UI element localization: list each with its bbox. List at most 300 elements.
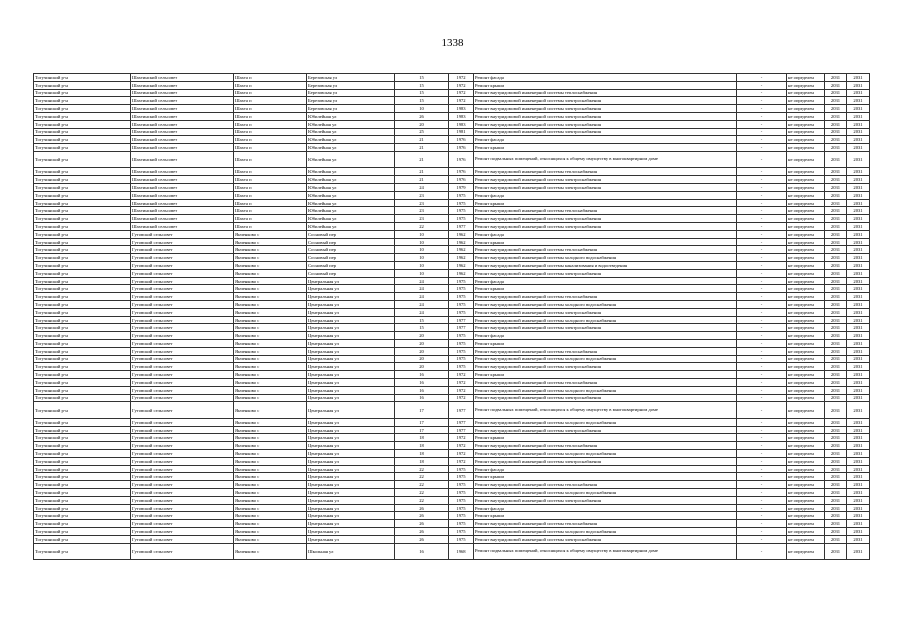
cell-street: Центральная ул [307,473,395,481]
cell-settlement: Янченково с [234,363,307,371]
cell-year-to: 2031 [847,105,870,113]
cell-settlement: Янченково с [234,269,307,277]
cell-council: Гутовский сельсовет [131,262,234,270]
cell-status: не определен [787,136,825,144]
cell-work-type: Ремонт фасада [474,191,737,199]
cell-dash: - [737,543,787,560]
cell-year-to: 2031 [847,528,870,536]
cell-status: не определен [787,223,825,231]
cell-dash: - [737,262,787,270]
cell-work-type: Ремонт фасада [474,277,737,285]
table-row [34,97,870,105]
cell-work-type: Ремонт внутридомовой инженерной системы электроснабжения [474,223,737,231]
cell-status: не определен [787,473,825,481]
cell-year-from: 2031 [825,418,847,426]
cell-work-type: Ремонт крыши [474,199,737,207]
cell-street: Центральная ул [307,316,395,324]
cell-year-to: 2031 [847,355,870,363]
cell-year-to: 2031 [847,199,870,207]
cell-work-type: Ремонт внутридомовой инженерной системы теплоснабжения [474,207,737,215]
cell-status: не определен [787,262,825,270]
cell-street: Сосновый пер [307,238,395,246]
cell-year-to: 2031 [847,434,870,442]
cell-work-type: Ремонт внутридомовой инженерной системы теплоснабжения [474,246,737,254]
cell-year-to: 2031 [847,176,870,184]
cell-district: Тогучинский р-н [34,496,131,504]
cell-settlement: Янченково с [234,230,307,238]
cell-year-to: 2031 [847,81,870,89]
table-row [34,176,870,184]
cell-district: Тогучинский р-н [34,363,131,371]
cell-status: не определен [787,128,825,136]
table-row [34,246,870,254]
cell-house: 23 [395,207,449,215]
cell-year: 1983 [449,112,474,120]
cell-dash: - [737,355,787,363]
cell-district: Тогучинский р-н [34,168,131,176]
cell-year-to: 2031 [847,473,870,481]
cell-year: 1975 [449,489,474,497]
cell-council: Гутовский сельсовет [131,347,234,355]
cell-year-from: 2031 [825,504,847,512]
cell-house: 20 [395,355,449,363]
cell-year-from: 2031 [825,535,847,543]
cell-year-from: 2031 [825,543,847,560]
cell-district: Тогучинский р-н [34,191,131,199]
cell-district: Тогучинский р-н [34,285,131,293]
cell-work-type: Ремонт внутридомовой инженерной системы теплоснабжения [474,347,737,355]
cell-work-type: Ремонт внутридомовой инженерной системы теплоснабжения [474,378,737,386]
cell-street: Юбилейная ул [307,112,395,120]
cell-dash: - [737,215,787,223]
cell-settlement: Янченково с [234,254,307,262]
cell-year-to: 2031 [847,457,870,465]
cell-district: Тогучинский р-н [34,223,131,231]
cell-street: Центральная ул [307,340,395,348]
cell-district: Тогучинский р-н [34,128,131,136]
cell-status: не определен [787,378,825,386]
cell-dash: - [737,481,787,489]
cell-house: 22 [395,489,449,497]
table-row [34,450,870,458]
table-row [34,316,870,324]
cell-council: Гутовский сельсовет [131,535,234,543]
cell-year: 1975 [449,473,474,481]
cell-year: 1962 [449,269,474,277]
cell-street: Центральная ул [307,496,395,504]
cell-year: 1972 [449,371,474,379]
cell-year: 1977 [449,316,474,324]
cell-council: Шахтинский сельсовет [131,184,234,192]
cell-settlement: Янченково с [234,535,307,543]
cell-year-from: 2031 [825,355,847,363]
capital-repair-schedule-sheet [33,73,869,560]
cell-work-type: Ремонт крыши [474,81,737,89]
table-row [34,426,870,434]
cell-street: Юбилейная ул [307,184,395,192]
cell-house: 24 [395,293,449,301]
cell-year-from: 2031 [825,223,847,231]
cell-settlement: Шахта п [234,199,307,207]
cell-settlement: Янченково с [234,543,307,560]
cell-year-from: 2031 [825,184,847,192]
cell-year-from: 2031 [825,262,847,270]
table-row [34,277,870,285]
cell-street: Центральная ул [307,293,395,301]
cell-street: Центральная ул [307,378,395,386]
cell-settlement: Шахта п [234,207,307,215]
cell-year-from: 2031 [825,112,847,120]
cell-work-type: Ремонт внутридомовой инженерной системы теплоснабжения [474,442,737,450]
cell-work-type: Ремонт внутридомовой инженерной системы электроснабжения [474,176,737,184]
cell-work-type: Ремонт внутридомовой инженерной системы холодного водоснабжения [474,489,737,497]
cell-district: Тогучинский р-н [34,269,131,277]
cell-house: 16 [395,394,449,402]
table-body [34,74,870,560]
cell-status: не определен [787,386,825,394]
cell-council: Гутовский сельсовет [131,394,234,402]
cell-dash: - [737,426,787,434]
cell-year-from: 2031 [825,496,847,504]
cell-year: 1975 [449,293,474,301]
table-row [34,512,870,520]
cell-settlement: Янченково с [234,426,307,434]
cell-year-from: 2031 [825,128,847,136]
table-row [34,184,870,192]
cell-status: не определен [787,308,825,316]
table-row [34,207,870,215]
table-row [34,332,870,340]
cell-street: Сосновый пер [307,254,395,262]
table-row [34,528,870,536]
cell-district: Тогучинский р-н [34,199,131,207]
cell-year-from: 2031 [825,442,847,450]
cell-street: Сосновый пер [307,230,395,238]
cell-year-to: 2031 [847,128,870,136]
cell-house: 15 [395,324,449,332]
cell-status: не определен [787,230,825,238]
cell-year-from: 2031 [825,293,847,301]
cell-year: 1975 [449,512,474,520]
cell-year: 1975 [449,277,474,285]
cell-work-type: Ремонт фасада [474,230,737,238]
table-row [34,120,870,128]
cell-council: Гутовский сельсовет [131,489,234,497]
cell-house: 20 [395,363,449,371]
cell-year-from: 2031 [825,473,847,481]
cell-council: Шахтинский сельсовет [131,136,234,144]
cell-work-type: Ремонт внутридомовой инженерной системы электроснабжения [474,496,737,504]
cell-council: Гутовский сельсовет [131,418,234,426]
cell-year-to: 2031 [847,97,870,105]
cell-settlement: Шахта п [234,151,307,168]
cell-dash: - [737,473,787,481]
cell-street: Юбилейная ул [307,136,395,144]
cell-year-to: 2031 [847,378,870,386]
cell-dash: - [737,528,787,536]
cell-street: Центральная ул [307,535,395,543]
cell-work-type: Ремонт крыши [474,434,737,442]
cell-street: Юбилейная ул [307,199,395,207]
cell-status: не определен [787,371,825,379]
cell-year-to: 2031 [847,230,870,238]
cell-year-from: 2031 [825,386,847,394]
cell-work-type: Ремонт крыши [474,144,737,152]
cell-year: 1975 [449,363,474,371]
cell-house: 15 [395,89,449,97]
cell-status: не определен [787,191,825,199]
cell-year-from: 2031 [825,465,847,473]
cell-district: Тогучинский р-н [34,481,131,489]
cell-year: 1975 [449,528,474,536]
cell-status: не определен [787,277,825,285]
cell-year-to: 2031 [847,504,870,512]
cell-street: Юбилейная ул [307,128,395,136]
cell-status: не определен [787,293,825,301]
cell-settlement: Янченково с [234,386,307,394]
cell-street: Центральная ул [307,442,395,450]
cell-year-to: 2031 [847,238,870,246]
cell-year: 1972 [449,378,474,386]
cell-year: 1975 [449,481,474,489]
cell-year: 1975 [449,355,474,363]
cell-year: 1972 [449,89,474,97]
cell-work-type: Ремонт внутридомовой инженерной системы теплоснабжения [474,520,737,528]
cell-dash: - [737,496,787,504]
cell-street: Березовская ул [307,74,395,82]
cell-district: Тогучинский р-н [34,254,131,262]
cell-year-from: 2031 [825,97,847,105]
cell-house: 10 [395,262,449,270]
cell-dash: - [737,301,787,309]
cell-year-to: 2031 [847,215,870,223]
cell-settlement: Янченково с [234,457,307,465]
cell-year: 1972 [449,457,474,465]
cell-status: не определен [787,496,825,504]
cell-year-to: 2031 [847,418,870,426]
cell-district: Тогучинский р-н [34,301,131,309]
cell-settlement: Янченково с [234,481,307,489]
cell-year-from: 2031 [825,308,847,316]
cell-council: Гутовский сельсовет [131,301,234,309]
cell-district: Тогучинский р-н [34,293,131,301]
cell-council: Гутовский сельсовет [131,504,234,512]
cell-status: не определен [787,176,825,184]
cell-year: 1975 [449,199,474,207]
cell-district: Тогучинский р-н [34,347,131,355]
cell-house: 10 [395,254,449,262]
cell-year-to: 2031 [847,112,870,120]
cell-house: 10 [395,269,449,277]
cell-house: 26 [395,528,449,536]
cell-year-to: 2031 [847,465,870,473]
table-row [34,402,870,419]
table-row [34,473,870,481]
cell-year: 1975 [449,332,474,340]
cell-dash: - [737,457,787,465]
cell-year-to: 2031 [847,207,870,215]
table-row [34,481,870,489]
cell-status: не определен [787,394,825,402]
cell-district: Тогучинский р-н [34,394,131,402]
cell-house: 10 [395,246,449,254]
table-row [34,535,870,543]
cell-status: не определен [787,535,825,543]
table-row [34,520,870,528]
cell-settlement: Шахта п [234,120,307,128]
cell-district: Тогучинский р-н [34,215,131,223]
cell-work-type: Ремонт внутридомовой инженерной системы холодного водоснабжения [474,418,737,426]
cell-council: Гутовский сельсовет [131,246,234,254]
cell-district: Тогучинский р-н [34,89,131,97]
cell-year-to: 2031 [847,254,870,262]
cell-settlement: Шахта п [234,223,307,231]
cell-year-to: 2031 [847,308,870,316]
cell-work-type: Ремонт внутридомовой инженерной системы теплоснабжения [474,481,737,489]
cell-street: Юбилейная ул [307,223,395,231]
cell-year: 1962 [449,262,474,270]
cell-street: Центральная ул [307,512,395,520]
cell-street: Центральная ул [307,450,395,458]
cell-year-from: 2031 [825,347,847,355]
cell-house: 24 [395,277,449,285]
cell-year: 1972 [449,442,474,450]
table-row [34,340,870,348]
cell-settlement: Янченково с [234,378,307,386]
table-row [34,199,870,207]
cell-status: не определен [787,402,825,419]
cell-district: Тогучинский р-н [34,442,131,450]
cell-year: 1976 [449,144,474,152]
cell-street: Юбилейная ул [307,144,395,152]
cell-settlement: Шахта п [234,74,307,82]
cell-district: Тогучинский р-н [34,316,131,324]
cell-dash: - [737,238,787,246]
cell-dash: - [737,347,787,355]
cell-settlement: Шахта п [234,191,307,199]
cell-dash: - [737,254,787,262]
cell-dash: - [737,324,787,332]
table-row [34,324,870,332]
cell-house: 10 [395,238,449,246]
table-row [34,386,870,394]
table-row [34,191,870,199]
cell-work-type: Ремонт внутридомовой инженерной системы теплоснабжения [474,89,737,97]
cell-year-from: 2031 [825,151,847,168]
cell-status: не определен [787,285,825,293]
cell-work-type: Ремонт внутридомовой инженерной системы электроснабжения [474,215,737,223]
cell-year-to: 2031 [847,520,870,528]
table-row [34,144,870,152]
cell-settlement: Янченково с [234,308,307,316]
cell-district: Тогучинский р-н [34,535,131,543]
cell-status: не определен [787,347,825,355]
cell-house: 16 [395,543,449,560]
cell-house: 21 [395,144,449,152]
cell-council: Шахтинский сельсовет [131,191,234,199]
table-row [34,371,870,379]
cell-year-to: 2031 [847,386,870,394]
cell-dash: - [737,340,787,348]
cell-work-type: Ремонт внутридомовой инженерной системы холодного водоснабжения [474,254,737,262]
cell-year: 1975 [449,504,474,512]
cell-settlement: Янченково с [234,434,307,442]
cell-status: не определен [787,151,825,168]
cell-year: 1979 [449,184,474,192]
cell-district: Тогучинский р-н [34,277,131,285]
cell-council: Гутовский сельсовет [131,363,234,371]
cell-street: Центральная ул [307,363,395,371]
cell-year-from: 2031 [825,89,847,97]
cell-street: Юбилейная ул [307,207,395,215]
cell-year: 1977 [449,223,474,231]
cell-district: Тогучинский р-н [34,520,131,528]
cell-dash: - [737,128,787,136]
cell-dash: - [737,316,787,324]
cell-year-to: 2031 [847,332,870,340]
cell-year: 1975 [449,520,474,528]
cell-settlement: Шахта п [234,105,307,113]
cell-work-type: Ремонт крыши [474,473,737,481]
cell-house: 26 [395,512,449,520]
cell-settlement: Шахта п [234,215,307,223]
cell-year-from: 2031 [825,230,847,238]
cell-dash: - [737,176,787,184]
table-row [34,489,870,497]
cell-dash: - [737,105,787,113]
cell-year-from: 2031 [825,81,847,89]
cell-district: Тогучинский р-н [34,238,131,246]
cell-council: Гутовский сельсовет [131,269,234,277]
cell-district: Тогучинский р-н [34,386,131,394]
cell-house: 17 [395,426,449,434]
cell-settlement: Янченково с [234,301,307,309]
cell-district: Тогучинский р-н [34,262,131,270]
cell-council: Шахтинский сельсовет [131,97,234,105]
cell-dash: - [737,465,787,473]
cell-street: Березовская ул [307,97,395,105]
cell-district: Тогучинский р-н [34,402,131,419]
cell-house: 23 [395,215,449,223]
cell-street: Центральная ул [307,394,395,402]
cell-house: 15 [395,316,449,324]
cell-dash: - [737,450,787,458]
cell-settlement: Янченково с [234,277,307,285]
cell-dash: - [737,191,787,199]
cell-year-to: 2031 [847,394,870,402]
cell-year: 1972 [449,394,474,402]
cell-year: 1977 [449,324,474,332]
cell-settlement: Янченково с [234,324,307,332]
cell-street: Березовская ул [307,89,395,97]
cell-street: Центральная ул [307,504,395,512]
cell-district: Тогучинский р-н [34,371,131,379]
cell-year-from: 2031 [825,332,847,340]
cell-year-from: 2031 [825,340,847,348]
cell-year-from: 2031 [825,144,847,152]
cell-year-to: 2031 [847,301,870,309]
cell-council: Гутовский сельсовет [131,293,234,301]
cell-work-type: Ремонт фасада [474,136,737,144]
cell-status: не определен [787,434,825,442]
cell-district: Тогучинский р-н [34,473,131,481]
cell-settlement: Шахта п [234,81,307,89]
cell-house: 10 [395,105,449,113]
cell-council: Шахтинский сельсовет [131,144,234,152]
cell-settlement: Янченково с [234,238,307,246]
table-row [34,504,870,512]
cell-dash: - [737,144,787,152]
